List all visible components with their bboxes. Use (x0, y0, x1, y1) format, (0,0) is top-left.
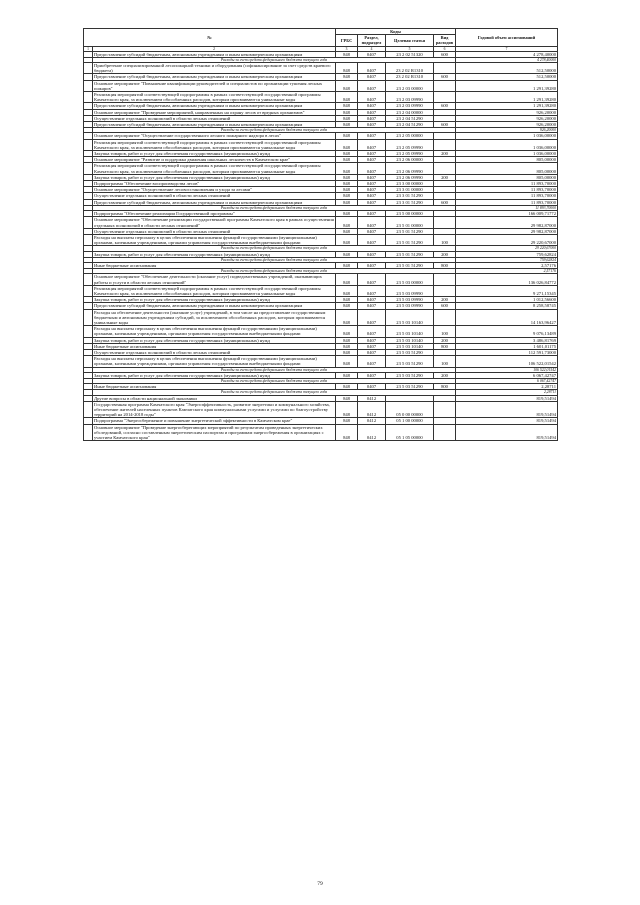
row-description: Иные бюджетные ассигнования (93, 384, 336, 390)
row-amount: 9 271,15345 (456, 285, 558, 296)
row-section: 0407 (358, 372, 386, 378)
row-expense-type (434, 274, 456, 285)
row-section: 0407 (358, 115, 386, 121)
row-expense-type (434, 424, 456, 441)
row-amount: 4 278,40000 (456, 51, 558, 57)
row-grbs: 848 (336, 228, 358, 234)
row-section: 0412 (358, 395, 386, 401)
row-amount: 29 220,67000 (456, 234, 558, 245)
row-description: Расходы на выплаты персоналу в целях обеспечения выполнения функций государственными (муниципальными) органами, казенными учреждениями, органами управления государственными внебюджетными фондами (93, 356, 336, 367)
row-grbs: 848 (336, 139, 358, 150)
row-section: 0407 (358, 157, 386, 163)
cell-empty (84, 285, 93, 296)
row-expense-type (434, 139, 456, 150)
table-body (84, 51, 558, 441)
row-expense-type: 600 (434, 103, 456, 109)
row-section: 0407 (358, 92, 386, 103)
column-number: 5 (386, 46, 434, 51)
row-expense-type: 600 (434, 51, 456, 57)
row-grbs: 848 (336, 151, 358, 157)
row-grbs: 848 (336, 372, 358, 378)
row-amount: 2,28711 (456, 384, 558, 390)
row-amount: 926,20000 (456, 109, 558, 115)
note-amount: 29 220,67000 (456, 246, 558, 251)
budget-table-page (83, 28, 557, 441)
row-amount: 819,51494 (456, 395, 558, 401)
table-row (84, 163, 558, 174)
note-text: Расходы за счет средств федерального бюджета текущего года (93, 246, 456, 251)
row-amount: 819,51494 (456, 424, 558, 441)
row-expense-type (434, 401, 456, 418)
row-expense-type: 200 (434, 337, 456, 343)
column-number: 2 (93, 46, 336, 51)
row-description: Реализация мероприятий соответствующей подпрограммы в рамках соответствующей государственной программы Камчатского края, за исключением обособленных расходов, которым присваиваются уникальные коды (93, 139, 336, 150)
row-description: Закупка товаров, работ и услуг для обеспечения государственных (муниципальных) нужд (93, 372, 336, 378)
table-header (84, 29, 558, 52)
row-target: 23 2 04 51290 (386, 122, 434, 128)
row-section: 0407 (358, 51, 386, 57)
header-codes: Коды (336, 29, 456, 35)
table-row (84, 217, 558, 228)
row-amount: 926,20000 (456, 115, 558, 121)
row-grbs: 848 (336, 193, 358, 199)
cell-empty (84, 80, 93, 91)
row-grbs: 848 (336, 384, 358, 390)
row-description: Реализация мероприятий соответствующей подпрограммы в рамках соответствующей государственной программы Камчатского края, за исключением обособленных расходов, которым присваиваются уникальные коды (93, 285, 336, 296)
row-expense-type (434, 217, 456, 228)
row-amount: 29 982,87000 (456, 228, 558, 234)
row-section: 0407 (358, 228, 386, 234)
row-grbs: 848 (336, 122, 358, 128)
row-amount: 512,50000 (456, 63, 558, 74)
row-grbs: 848 (336, 115, 358, 121)
row-section: 0407 (358, 133, 386, 139)
row-target: 23 2 06 09990 (386, 174, 434, 180)
row-section: 0407 (358, 193, 386, 199)
row-section: 0407 (358, 80, 386, 91)
row-description: Предоставление субсидий бюджетным, автономным учреждениям и иным некоммерческим организациям (93, 303, 336, 309)
row-grbs: 848 (336, 297, 358, 303)
row-amount: 14 163,96427 (456, 309, 558, 326)
row-section: 0407 (358, 285, 386, 296)
row-section: 0407 (358, 139, 386, 150)
row-expense-type (434, 92, 456, 103)
row-target: 05 1 00 00000 (386, 418, 434, 424)
row-target: 23 2 03 09990 (386, 103, 434, 109)
note-amount: 2,57176 (456, 269, 558, 274)
table-row (84, 424, 558, 441)
row-section: 0407 (358, 122, 386, 128)
row-amount: 11 893,70000 (456, 181, 558, 187)
row-expense-type: 200 (434, 151, 456, 157)
row-target: 23 2 06 00000 (386, 157, 434, 163)
row-amount: 512,50000 (456, 74, 558, 80)
row-description: Закупка товаров, работ и услуг для обеспечения государственных (муниципальных) нужд (93, 297, 336, 303)
cell-empty (84, 274, 93, 285)
row-target: 23 5 01 51290 (386, 251, 434, 257)
row-section: 0407 (358, 211, 386, 217)
row-grbs: 848 (336, 274, 358, 285)
row-target: 23 5 03 51290 (386, 384, 434, 390)
note-amount: 106 522,01542 (456, 367, 558, 372)
row-description: Приобретение специализированной лесопожарной техники и оборудования (софинансирование за счет средств краевого бюджета) (93, 63, 336, 74)
note-amount: 4 278,40000 (456, 57, 558, 62)
row-target: 23 2 04 51290 (386, 115, 434, 121)
row-amount: 106 522,01542 (456, 356, 558, 367)
row-expense-type: 800 (434, 343, 456, 349)
row-amount: 819,51494 (456, 401, 558, 418)
row-expense-type: 600 (434, 74, 456, 80)
row-expense-type: 100 (434, 356, 456, 367)
note-text: Расходы за счет средств федерального бюджета текущего года (93, 257, 456, 262)
row-description: Предоставление субсидий бюджетным, автономным учреждениям и иным некоммерческим организациям (93, 199, 336, 205)
row-target: 23 3 01 51290 (386, 193, 434, 199)
column-number: 3 (336, 46, 358, 51)
row-amount: 1 291,39280 (456, 92, 558, 103)
row-target: 23 2 05 09990 (386, 151, 434, 157)
row-amount: 136 026,84772 (456, 274, 558, 285)
row-description: Осуществление отдельных полномочий в области лесных отношений (93, 349, 336, 355)
row-grbs: 848 (336, 418, 358, 424)
row-description: Основное мероприятие "Осуществление государственного лесного пожарного надзора в лесах" (93, 133, 336, 139)
cell-empty (84, 309, 93, 326)
row-section: 0407 (358, 187, 386, 193)
row-target: 23 5 03 09990 (386, 285, 434, 296)
row-grbs: 848 (336, 401, 358, 418)
row-section: 0407 (358, 174, 386, 180)
row-section: 0407 (358, 74, 386, 80)
row-description: Расходы на обеспечение деятельности (оказание услуг) учреждений, в том числе на предоставление государственным бюджетным и автономным учреждениям субсидий, за исключением обособленных расходов, которым присваиваются уникальные коды (93, 309, 336, 326)
row-section: 0407 (358, 234, 386, 245)
table-row (84, 356, 558, 367)
note-amount: 6 067,42747 (456, 378, 558, 383)
row-description: Подпрограмма "Энергосбережение и повышение энергетической эффективности в Камчатском крае" (93, 418, 336, 424)
table-row (84, 92, 558, 103)
row-description: Другие вопросы в области национальной экономики (93, 395, 336, 401)
cell-empty (84, 63, 93, 74)
row-expense-type: 800 (434, 262, 456, 268)
row-description: Предоставление субсидий бюджетным, автономным учреждениям и иным некоммерческим организациям (93, 122, 336, 128)
header-target: Целевая статья (386, 35, 434, 46)
header-number: № (84, 29, 336, 47)
row-grbs: 848 (336, 309, 358, 326)
row-grbs: 848 (336, 303, 358, 309)
row-target: 23 5 03 51290 (386, 356, 434, 367)
row-description: Основное мероприятие "Обеспечение реализации государственной программы Камчатского края в рамках осуществления отдельных полномочий в области лесных отношений" (94, 217, 334, 228)
row-section: 0412 (358, 424, 386, 441)
row-grbs: 848 (336, 349, 358, 355)
row-grbs: 848 (336, 211, 358, 217)
row-target: 05 1 05 00000 (386, 424, 434, 441)
row-description: Основное мероприятие "Осуществление лесовосстановления и ухода за лесами" (93, 187, 336, 193)
row-description: Предоставление субсидий бюджетным, автономным учреждениям и иным некоммерческим организациям (93, 51, 336, 57)
header-amount: Годовой объем ассигнований (456, 29, 558, 47)
row-target: 23 2 04 00000 (386, 109, 434, 115)
row-amount: 1 036,00000 (456, 133, 558, 139)
row-description: Основное мероприятие "Обеспечение деятельности (оказание услуг) подведомственных учреждений, оказывающих работы и услуги в области лесных отношений" (93, 274, 336, 285)
row-target: 23 5 01 51290 (386, 234, 434, 245)
row-target: 23 5 03 51290 (386, 349, 434, 355)
row-target: 23 2 02 R1310 (386, 63, 434, 74)
cell-empty (84, 139, 93, 150)
row-grbs: 848 (336, 92, 358, 103)
row-amount: 805,00000 (456, 157, 558, 163)
cell-empty (84, 401, 93, 418)
note-text: Расходы за счет средств федерального бюджета текущего года (93, 367, 456, 372)
row-target: 23 5 03 00000 (386, 274, 434, 285)
row-target: 23 5 03 09990 (386, 297, 434, 303)
row-expense-type: 100 (434, 234, 456, 245)
row-expense-type: 200 (434, 372, 456, 378)
row-grbs: 848 (336, 187, 358, 193)
row-description: Государственная программа Камчатского края "Энергоэффективность, развитие энергетики и коммунального хозяйства, обеспечение жителей населенных пунктов Камчатского края коммунальными услугами и услугами по благоустройству территорий на 2014-2018 годы" (93, 401, 336, 418)
table-row (84, 63, 558, 74)
column-number: 1 (84, 46, 93, 51)
row-grbs: 848 (336, 63, 358, 74)
cell-empty (84, 326, 93, 337)
table-row (84, 285, 558, 296)
row-amount: 6 067,42747 (456, 372, 558, 378)
row-target: 23 5 01 51290 (386, 262, 434, 268)
row-target: 23 5 03 10140 (386, 326, 434, 337)
row-description: Осуществление отдельных полномочий в области лесных отношений (93, 193, 336, 199)
row-grbs: 848 (336, 395, 358, 401)
row-expense-type: 600 (434, 303, 456, 309)
note-text: Расходы за счет средств федерального бюджета текущего года (93, 269, 456, 274)
row-section: 0412 (358, 418, 386, 424)
row-amount: 805,00000 (456, 174, 558, 180)
row-target: 23 2 05 09990 (386, 139, 434, 150)
row-expense-type: 200 (434, 251, 456, 257)
row-grbs: 848 (336, 133, 358, 139)
row-grbs: 848 (336, 234, 358, 245)
row-description: Осуществление отдельных полномочий в области лесных отношений (93, 228, 336, 234)
row-expense-type (434, 63, 456, 74)
row-description: Предоставление субсидий бюджетным, автономным учреждениям и иным некоммерческим организациям (93, 103, 336, 109)
row-grbs: 848 (336, 285, 358, 296)
row-grbs: 848 (336, 174, 358, 180)
row-target: 23 2 03 09990 (386, 92, 434, 103)
row-description: Иные бюджетные ассигнования (93, 262, 336, 268)
row-target: 23 3 01 51290 (386, 199, 434, 205)
row-section: 0407 (358, 303, 386, 309)
note-text: Расходы за счет средств федерального бюджета текущего года (93, 128, 456, 133)
table-row (84, 401, 558, 418)
row-description: Осуществление отдельных полномочий в области лесных отношений (93, 115, 336, 121)
note-text: Расходы за счет средств федерального бюджета текущего года (93, 378, 456, 383)
row-amount: 1 012,56600 (456, 297, 558, 303)
row-target: 23 5 03 10140 (386, 309, 434, 326)
row-section: 0407 (358, 262, 386, 268)
column-number: 4 (358, 46, 386, 51)
row-description: Закупка товаров, работ и услуг для обеспечения государственных (муниципальных) нужд (93, 337, 336, 343)
row-amount: 112 591,73000 (456, 349, 558, 355)
row-section: 0407 (358, 326, 386, 337)
row-section: 0407 (358, 274, 386, 285)
row-target: 23 3 01 00000 (386, 187, 434, 193)
row-grbs: 848 (336, 251, 358, 257)
row-grbs: 848 (336, 326, 358, 337)
row-grbs: 848 (336, 199, 358, 205)
row-grbs: 848 (336, 80, 358, 91)
header-grbs: ГРБС (336, 35, 358, 46)
row-description: Закупка товаров, работ и услуг для обеспечения государственных (муниципальных) нужд (93, 251, 336, 257)
row-description: Расходы на выплаты персоналу в целях обеспечения выполнения функций государственными (муниципальными) органами, казенными учреждениями, органами управления государственными внебюджетными фондами (93, 326, 336, 337)
cell-empty (84, 424, 93, 441)
row-target: 23 2 05 00000 (386, 133, 434, 139)
row-description: Основное мероприятие "Проведение энергосберегающих мероприятий по результатам проведенных энергетических обследований, согласно составленным энергетическим паспортам и программам энергосбережения в организациях с участием Камчатского края" (93, 424, 336, 441)
note-amount: 759,62824 (456, 257, 558, 262)
row-grbs: 848 (336, 343, 358, 349)
row-grbs: 848 (336, 163, 358, 174)
row-grbs: 848 (336, 424, 358, 441)
row-amount: 2,57176 (456, 262, 558, 268)
row-section: 0407 (358, 384, 386, 390)
note-text: Расходы за счет средств федерального бюджета текущего года (93, 57, 456, 62)
row-expense-type: 200 (434, 297, 456, 303)
row-section: 0407 (358, 309, 386, 326)
row-description: Расходы на выплаты персоналу в целях обеспечения выполнения функций государственными (муниципальными) органами, казенными учреждениями, органами управления государственными внебюджетными фондами (93, 234, 336, 245)
row-expense-type (434, 309, 456, 326)
row-amount: 3 486,81769 (456, 337, 558, 343)
row-section: 0407 (358, 63, 386, 74)
row-amount: 11 893,70000 (456, 199, 558, 205)
row-grbs: 848 (336, 74, 358, 80)
row-target: 23 5 03 09990 (386, 303, 434, 309)
cell-empty (84, 92, 93, 103)
row-target: 23 5 03 10140 (386, 343, 434, 349)
row-section: 0407 (358, 151, 386, 157)
row-amount: 1 036,00000 (456, 151, 558, 157)
table-row (84, 139, 558, 150)
row-target: 23 5 00 00000 (386, 211, 434, 217)
row-description: Подпрограмма "Обеспечение воспроизводства лесов" (93, 181, 336, 187)
cell-empty (84, 217, 93, 228)
row-grbs: 848 (336, 217, 358, 228)
row-section: 0407 (358, 181, 386, 187)
row-description: Иные бюджетные ассигнования (93, 343, 336, 349)
row-grbs: 848 (336, 103, 358, 109)
note-text: Расходы за счет средств федерального бюджета текущего года (93, 390, 456, 395)
cell-empty (84, 356, 93, 367)
budget-table (83, 28, 558, 441)
row-amount: 926,20000 (456, 122, 558, 128)
row-target: 23 2 02 51320 (386, 51, 434, 57)
table-row (84, 234, 558, 245)
row-target: 05 0 00 00000 (386, 401, 434, 418)
row-expense-type: 600 (434, 122, 456, 128)
row-amount: 11 893,70000 (456, 193, 558, 199)
row-description: Реализация мероприятий соответствующей подпрограммы в рамках соответствующей государственной программы Камчатского края, за исключением обособленных расходов, которым присваиваются уникальные коды (93, 92, 336, 103)
row-expense-type (434, 285, 456, 296)
row-target: 23 5 03 10140 (386, 337, 434, 343)
row-target: 23 5 03 51290 (386, 372, 434, 378)
row-amount: 1 036,00000 (456, 139, 558, 150)
row-section: 0407 (358, 337, 386, 343)
row-amount: 9 076,13489 (456, 326, 558, 337)
row-expense-type (434, 80, 456, 91)
row-section: 0407 (358, 163, 386, 174)
row-expense-type: 200 (434, 174, 456, 180)
row-section: 0407 (358, 109, 386, 115)
row-expense-type (434, 163, 456, 174)
row-section: 0407 (358, 349, 386, 355)
row-description: Основное мероприятие "Проведение мероприятий, направленных на охрану лесов от вредных организмов" (93, 109, 336, 115)
row-section: 0407 (358, 199, 386, 205)
table-row (84, 274, 558, 285)
row-amount: 8 258,58745 (456, 303, 558, 309)
page-number: 79 (317, 881, 323, 887)
note-amount: 11 893,70000 (456, 205, 558, 210)
cell-empty (84, 234, 93, 245)
table-row (84, 309, 558, 326)
row-grbs: 848 (336, 262, 358, 268)
row-amount: 805,00000 (456, 163, 558, 174)
row-description: Закупка товаров, работ и услуг для обеспечения государственных (муниципальных) нужд (93, 174, 336, 180)
row-grbs: 848 (336, 181, 358, 187)
row-target: 23 2 03 00000 (386, 80, 434, 91)
row-grbs: 848 (336, 51, 358, 57)
note-text: Расходы за счет средств федерального бюджета текущего года (93, 205, 456, 210)
row-grbs: 848 (336, 337, 358, 343)
row-target: 23 2 02 R1310 (386, 74, 434, 80)
header-section: Раздел, подраздел (358, 35, 386, 46)
row-grbs: 848 (336, 157, 358, 163)
column-number: 6 (434, 46, 456, 51)
row-amount: 1 291,39280 (456, 80, 558, 91)
row-section: 0412 (358, 401, 386, 418)
row-description: Основное мероприятие "Развитие и поддержка движения школьных лесничеств в Камчатском крае" (93, 157, 336, 163)
row-section: 0407 (358, 297, 386, 303)
row-description: Предоставление субсидий бюджетным, автономным учреждениям и иным некоммерческим организациям (93, 74, 336, 80)
note-amount: 926,20000 (456, 128, 558, 133)
row-grbs: 848 (336, 356, 358, 367)
column-number: 7 (456, 46, 558, 51)
row-amount: 29 982,87000 (456, 217, 558, 228)
cell-empty (84, 163, 93, 174)
row-amount: 759,62824 (456, 251, 558, 257)
row-expense-type: 100 (434, 326, 456, 337)
row-section: 0407 (358, 103, 386, 109)
row-section: 0407 (358, 251, 386, 257)
row-amount: 819,51494 (456, 418, 558, 424)
row-expense-type: 800 (434, 384, 456, 390)
table-row (84, 80, 558, 91)
row-description: Закупка товаров, работ и услуг для обеспечения государственных (муниципальных) нужд (93, 151, 336, 157)
row-section: 0407 (358, 217, 386, 228)
row-description: Подпрограмма "Обеспечение реализации Государственной программы" (93, 211, 336, 217)
row-target: 23 2 06 09990 (386, 163, 434, 174)
row-description: Реализация мероприятий соответствующей подпрограммы в рамках соответствующей государственной программы Камчатского края, за исключением обособленных расходов, которым присваиваются уникальные коды (93, 163, 336, 174)
table-row (84, 326, 558, 337)
row-description: Основное мероприятие "Повышение квалификации руководителей и специалистов по организации тушения лесных пожаров" (93, 80, 336, 91)
row-grbs: 848 (336, 109, 358, 115)
row-amount: 11 893,70000 (456, 187, 558, 193)
row-amount: 1 291,39280 (456, 103, 558, 109)
row-amount: 166 009,71772 (456, 211, 558, 217)
row-target: 23 5 01 51290 (386, 228, 434, 234)
header-expense-type: Вид расходов (434, 35, 456, 46)
row-target: 23 5 01 00000 (386, 217, 434, 228)
row-section: 0407 (358, 343, 386, 349)
row-amount: 1 601,01175 (456, 343, 558, 349)
row-expense-type: 600 (434, 199, 456, 205)
row-target: 23 3 00 00000 (386, 181, 434, 187)
note-amount: 2,28711 (456, 390, 558, 395)
row-section: 0407 (358, 356, 386, 367)
